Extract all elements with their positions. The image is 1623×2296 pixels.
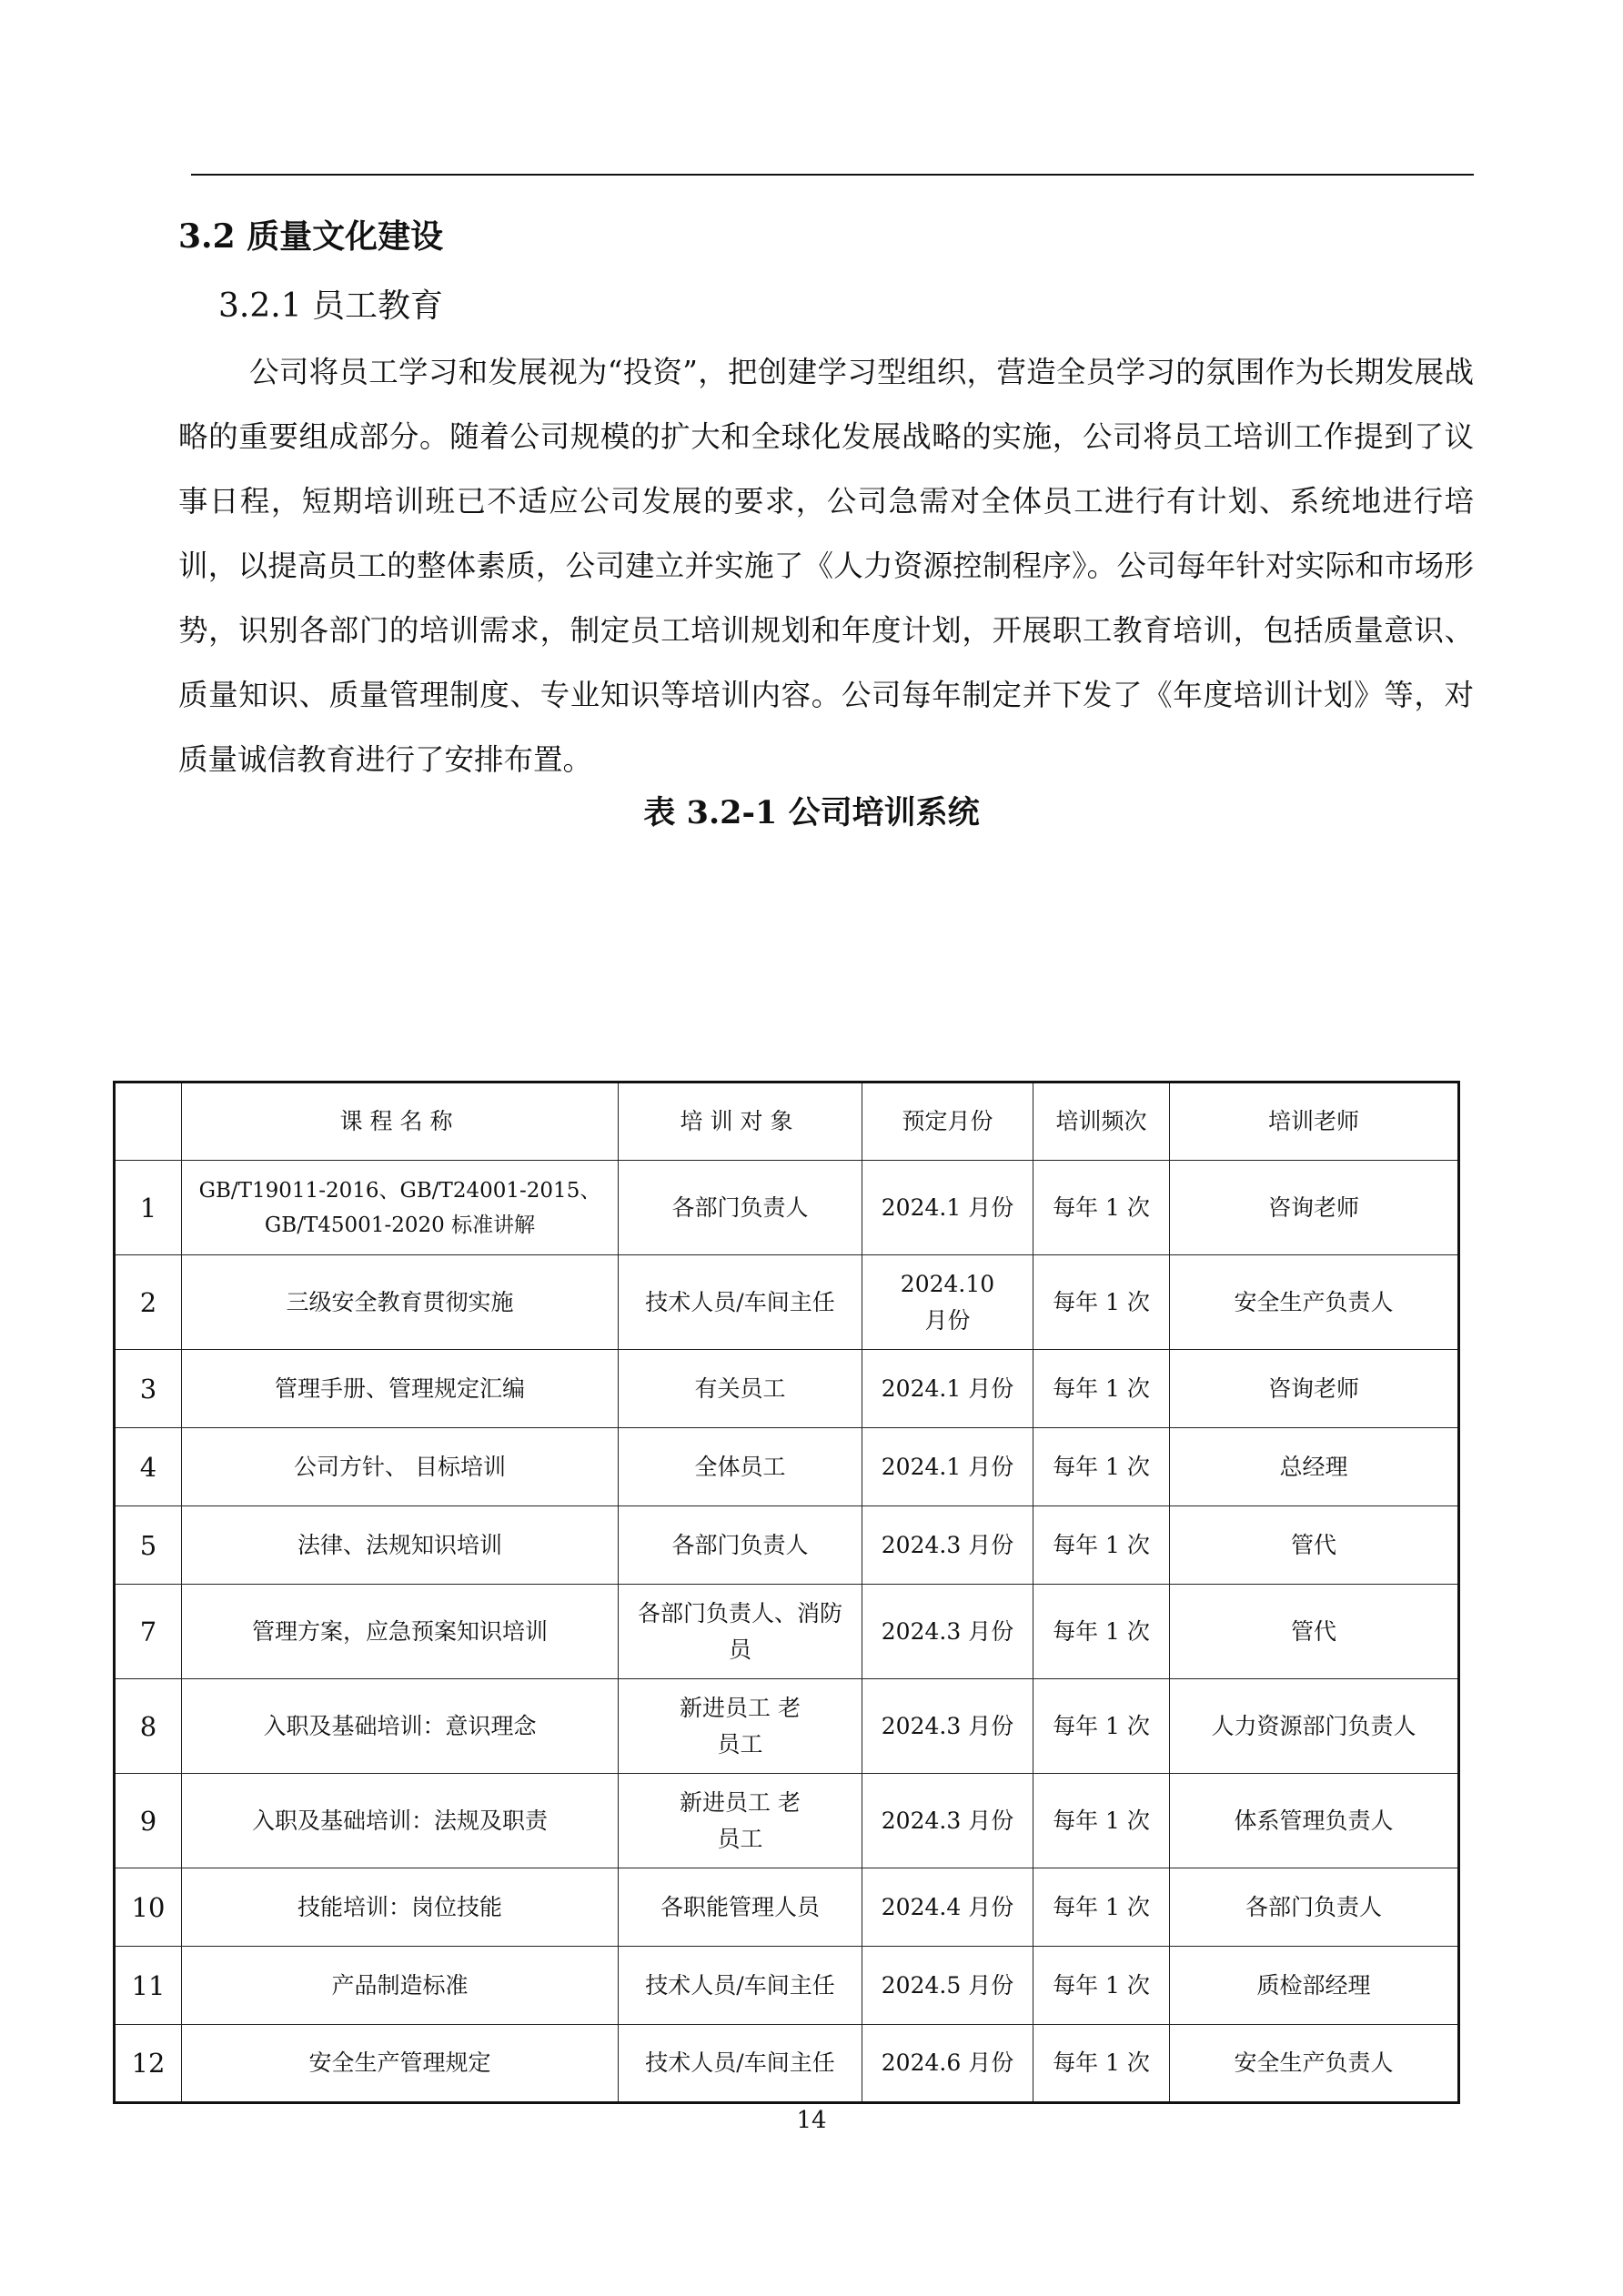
- cell-audience: 新进员工 老员工: [619, 1679, 862, 1774]
- cell-course: 入职及基础培训：法规及职责: [182, 1774, 619, 1868]
- cell-trainer: 人力资源部门负责人: [1170, 1679, 1459, 1774]
- cell-trainer: 管代: [1170, 1585, 1459, 1679]
- cell-no: 9: [115, 1774, 182, 1868]
- cell-course: 法律、法规知识培训: [182, 1506, 619, 1585]
- cell-no: 8: [115, 1679, 182, 1774]
- header-course: 课程名称: [182, 1083, 619, 1161]
- cell-course: 产品制造标准: [182, 1947, 619, 2025]
- cell-audience: 有关员工: [619, 1350, 862, 1428]
- cell-frequency: 每年 1 次: [1033, 1774, 1170, 1868]
- cell-course: 管理手册、管理规定汇编: [182, 1350, 619, 1428]
- cell-month: 2024.3 月份: [862, 1679, 1033, 1774]
- cell-trainer: 总经理: [1170, 1428, 1459, 1506]
- cell-month: 2024.3 月份: [862, 1774, 1033, 1868]
- cell-frequency: 每年 1 次: [1033, 1506, 1170, 1585]
- cell-no: 1: [115, 1161, 182, 1255]
- cell-course: 管理方案，应急预案知识培训: [182, 1585, 619, 1679]
- cell-month: 2024.5 月份: [862, 1947, 1033, 2025]
- cell-no: 11: [115, 1947, 182, 2025]
- table-row: [115, 1868, 1459, 1947]
- header-rule: [191, 174, 1474, 176]
- cell-frequency: 每年 1 次: [1033, 1679, 1170, 1774]
- table-row: [115, 1350, 1459, 1428]
- table-row: [115, 1506, 1459, 1585]
- cell-trainer: 体系管理负责人: [1170, 1774, 1459, 1868]
- cell-frequency: 每年 1 次: [1033, 1255, 1170, 1350]
- cell-month: 2024.1 月份: [862, 1350, 1033, 1428]
- cell-trainer: 安全生产负责人: [1170, 2025, 1459, 2103]
- table-row: [115, 1161, 1459, 1255]
- cell-trainer: 质检部经理: [1170, 1947, 1459, 2025]
- cell-trainer: 咨询老师: [1170, 1161, 1459, 1255]
- cell-frequency: 每年 1 次: [1033, 1585, 1170, 1679]
- cell-audience: 各部门负责人: [619, 1506, 862, 1585]
- table-header-row: [115, 1083, 1459, 1161]
- cell-month: 2024.4 月份: [862, 1868, 1033, 1947]
- cell-no: 7: [115, 1585, 182, 1679]
- cell-frequency: 每年 1 次: [1033, 1947, 1170, 2025]
- table-row: [115, 1585, 1459, 1679]
- cell-no: 5: [115, 1506, 182, 1585]
- cell-month: 2024.3 月份: [862, 1506, 1033, 1585]
- table-row: [115, 1947, 1459, 2025]
- cell-course: 安全生产管理规定: [182, 2025, 619, 2103]
- header-trainer: 培训老师: [1170, 1083, 1459, 1161]
- body-paragraph: 公司将员工学习和发展视为“投资”，把创建学习型组织，营造全员学习的氛围作为长期发展战略的重要组成部分。随着公司规模的扩大和全球化发展战略的实施，公司将员工培训工作提到了议事日程，短期培训班已不适应公司发展的要求，公司急需对全体员工进行有计划、系统地进行培训，以提高员工的整体素质，公司建立并实施了《人力资源控制程序》。公司每年针对实际和市场形势，识别各部门的培训需求，制定员工培训规划和年度计划，开展职工教育培训，包括质量意识、质量知识、质量管理制度、专业知识等培训内容。公司每年制定并下发了《年度培训计划》等，对质量诚信教育进行了安排布置。: [178, 355, 1474, 777]
- cell-audience: 全体员工: [619, 1428, 862, 1506]
- header-month: 预定月份: [862, 1083, 1033, 1161]
- cell-course: 入职及基础培训：意识理念: [182, 1679, 619, 1774]
- cell-audience: 技术人员/车间主任: [619, 1947, 862, 2025]
- cell-month: 2024.6 月份: [862, 2025, 1033, 2103]
- cell-course: [182, 1161, 619, 1255]
- cell-no: 3: [115, 1350, 182, 1428]
- header-audience: 培训对象: [619, 1083, 862, 1161]
- cell-audience: 各部门负责人、消防员: [619, 1585, 862, 1679]
- cell-month: 2024.1 月份: [862, 1161, 1033, 1255]
- cell-no: 4: [115, 1428, 182, 1506]
- cell-frequency: 每年 1 次: [1033, 1868, 1170, 1947]
- table-row: [115, 1428, 1459, 1506]
- section-title: 3.2 质量文化建设: [178, 217, 444, 256]
- cell-no: 2: [115, 1255, 182, 1350]
- subsection-title: 3.2.1 员工教育: [218, 287, 444, 325]
- cell-audience: 各职能管理人员: [619, 1868, 862, 1947]
- table-row: [115, 1679, 1459, 1774]
- cell-trainer: 管代: [1170, 1506, 1459, 1585]
- cell-audience: 技术人员/车间主任: [619, 1255, 862, 1350]
- cell-frequency: 每年 1 次: [1033, 1350, 1170, 1428]
- cell-month: 2024.1 月份: [862, 1428, 1033, 1506]
- training-table: [113, 1081, 1460, 2104]
- cell-trainer: 安全生产负责人: [1170, 1255, 1459, 1350]
- cell-frequency: 每年 1 次: [1033, 2025, 1170, 2103]
- page-number: 14: [796, 2107, 827, 2134]
- cell-trainer: 咨询老师: [1170, 1350, 1459, 1428]
- cell-course: 三级安全教育贯彻实施: [182, 1255, 619, 1350]
- cell-course: 技能培训：岗位技能: [182, 1868, 619, 1947]
- header-no: [115, 1083, 182, 1161]
- table-row: [115, 2025, 1459, 2103]
- cell-audience: 新进员工 老员工: [619, 1774, 862, 1868]
- cell-course-text: GB/T19011-2016、GB/T24001-2015、GB/T45001-2020 标准讲解: [198, 1178, 601, 1237]
- table-caption: 表 3.2-1 公司培训系统: [643, 794, 980, 831]
- header-frequency: 培训频次: [1033, 1083, 1170, 1161]
- cell-audience: 各部门负责人: [619, 1161, 862, 1255]
- cell-course: 公司方针、 目标培训: [182, 1428, 619, 1506]
- cell-no: 12: [115, 2025, 182, 2103]
- table-row: [115, 1774, 1459, 1868]
- cell-month: 2024.10 月份: [862, 1255, 1033, 1350]
- cell-audience: 技术人员/车间主任: [619, 2025, 862, 2103]
- cell-no: 10: [115, 1868, 182, 1947]
- cell-trainer: 各部门负责人: [1170, 1868, 1459, 1947]
- cell-frequency: 每年 1 次: [1033, 1428, 1170, 1506]
- table-row: [115, 1255, 1459, 1350]
- cell-month: 2024.3 月份: [862, 1585, 1033, 1679]
- cell-frequency: 每年 1 次: [1033, 1161, 1170, 1255]
